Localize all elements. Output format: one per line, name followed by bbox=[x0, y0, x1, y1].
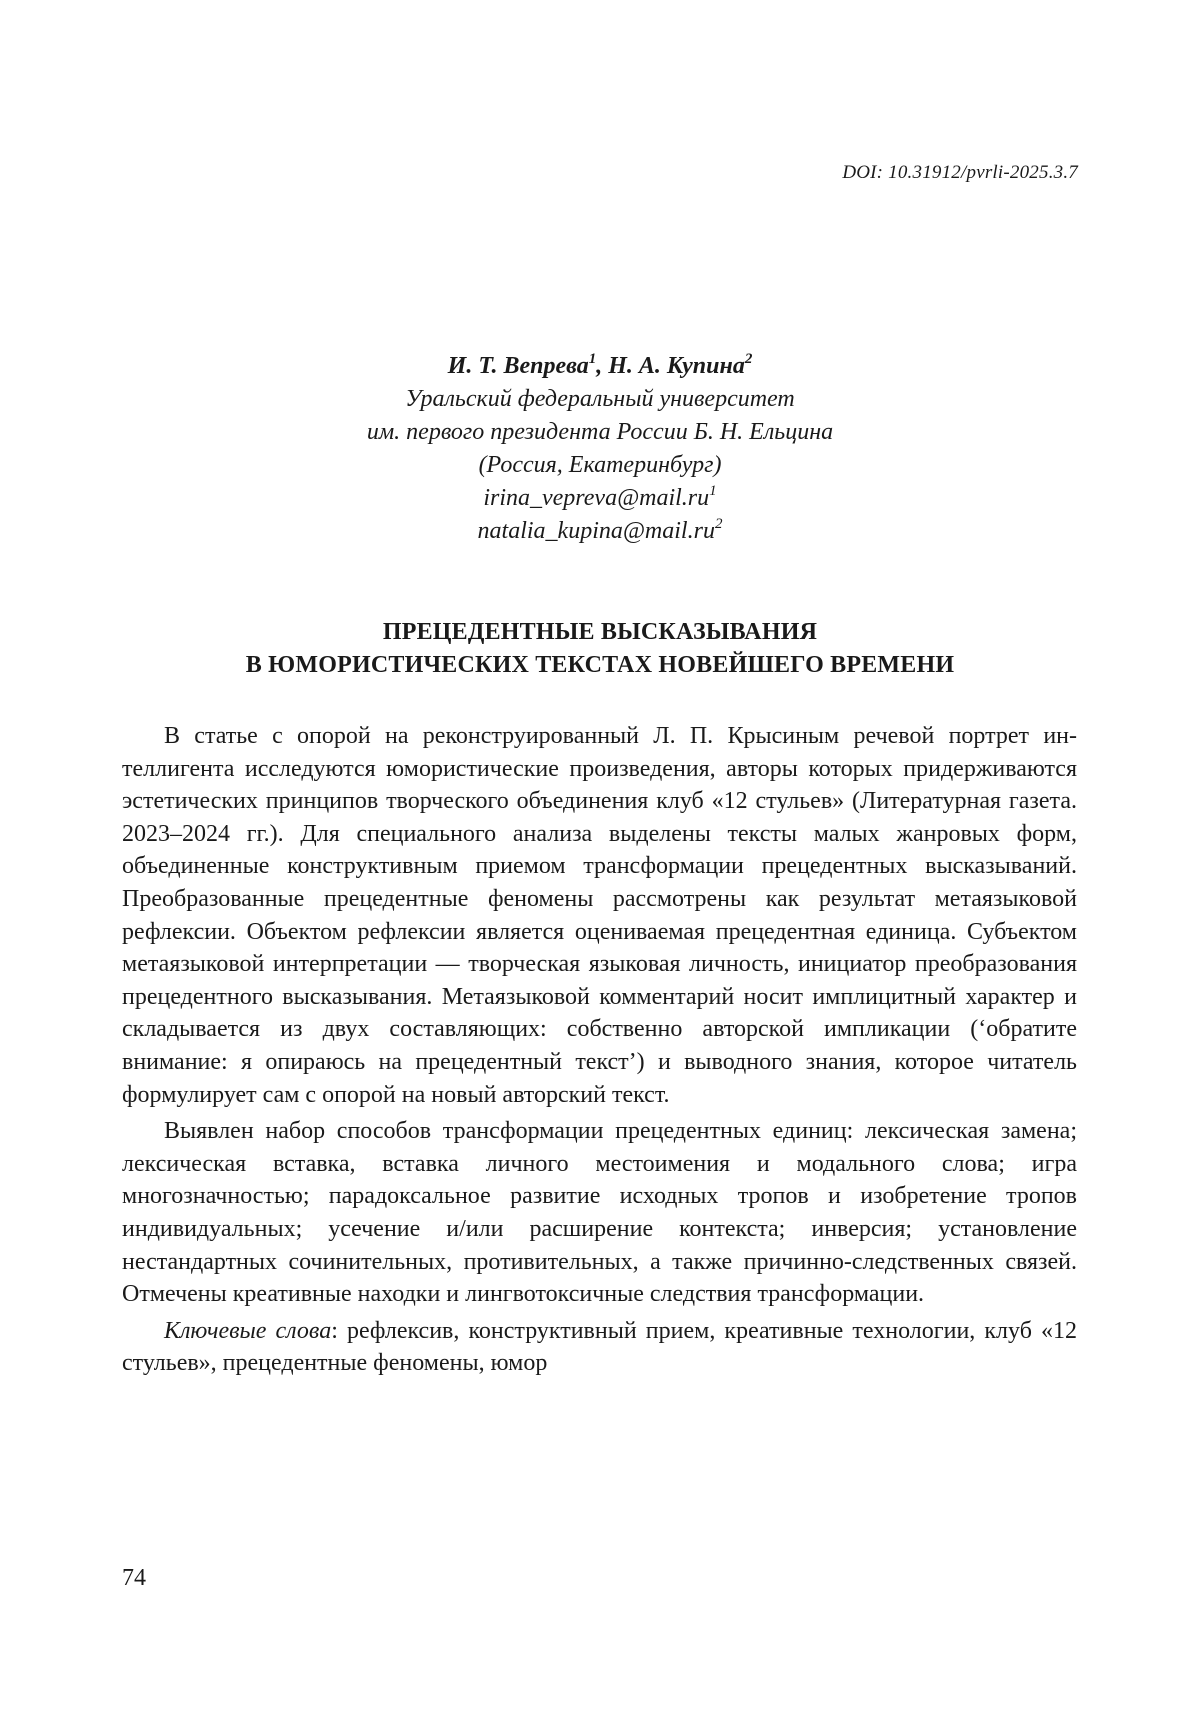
keywords-paragraph bbox=[122, 1315, 1077, 1380]
affiliation-line: им. первого президента России Б. Н. Ельцина bbox=[366, 419, 834, 445]
abstract-paragraph: Выявлен набор способов трансформации прецедентных единиц: лексическая замена; лексическая вставка, вставка личного местоимения и модального слова; игра многозначностью; парадоксальное развитие исходных тропов и изобретение тропов индивидуальных; усечение и/или расширение контекста; инверсия; установление нестандартных сочинительных, противительных, а также причинно-следственных связей. Отмечены креативные находки и лингвотоксичные следствия трансформации. bbox=[122, 1118, 1077, 1308]
email-address: natalia_kupina@mail.ru bbox=[477, 518, 715, 544]
affiliation-location: (Россия, Екатеринбург) bbox=[478, 452, 722, 478]
author-name: Н. А. Купина bbox=[608, 353, 745, 379]
email-address: irina_vepreva@mail.ru bbox=[483, 485, 710, 511]
keywords-label: Ключевые слова bbox=[164, 1317, 332, 1344]
author-superscript: 1 bbox=[588, 351, 597, 367]
abstract bbox=[122, 720, 1077, 1384]
affiliation-line: Уральский федеральный университет bbox=[405, 386, 795, 412]
doi-label: DOI: 10.31912/pvrli-2025.3.7 bbox=[842, 162, 1078, 183]
title-line: В ЮМОРИСТИЧЕСКИХ ТЕКСТАХ НОВЕЙШЕГО ВРЕМЕНИ bbox=[245, 652, 955, 678]
author-email bbox=[0, 482, 1200, 515]
author-superscript: 2 bbox=[744, 351, 753, 367]
author-header bbox=[0, 350, 1200, 548]
author-separator: , bbox=[596, 353, 609, 379]
page-number: 74 bbox=[122, 1565, 146, 1591]
article-title bbox=[0, 616, 1200, 682]
email-superscript: 1 bbox=[709, 483, 717, 499]
title-line: ПРЕЦЕДЕНТНЫЕ ВЫСКАЗЫВАНИЯ bbox=[382, 619, 818, 645]
email-superscript: 2 bbox=[714, 516, 723, 532]
keywords-separator: : bbox=[331, 1317, 347, 1344]
authors-line bbox=[0, 350, 1200, 383]
keywords-text: рефлексив, конструктивный прием, креативные технологии, клуб «12 стульев», прецедентные феномены, юмор bbox=[122, 1317, 1077, 1377]
author-email bbox=[0, 515, 1200, 548]
abstract-paragraph: В статье с опорой на реконструированный Л. П. Крысиным речевой портрет интеллигента исследуются юмористические произведения, авторы которых придерживаются эстетических принципов творческого объединения клуб «12 стульев» (Литературная газета. 2023–2024 гг.). Для специального анализа выделены тексты малых жанровых форм, объединенные конструктивным приемом трансформации прецедентных высказываний. Преобразованные прецедентные феномены рассмотрены как результат метаязыковой рефлексии. Объектом рефлексии является оцениваемая прецедентная единица. Субъектом метаязыковой интерпретации — творческая языковая личность, инициатор преобразования прецедентного высказывания. Метаязыковой комментарий носит имплицитный характер и складывается из двух составляющих: собственно авторской импликации (‘обратите внимание: я опираюсь на прецедентный текст’) и выводного знания, которое читатель формулирует сам с опорой на новый авторский текст. bbox=[122, 723, 1077, 1108]
author-name: И. Т. Вепрева bbox=[447, 353, 589, 379]
